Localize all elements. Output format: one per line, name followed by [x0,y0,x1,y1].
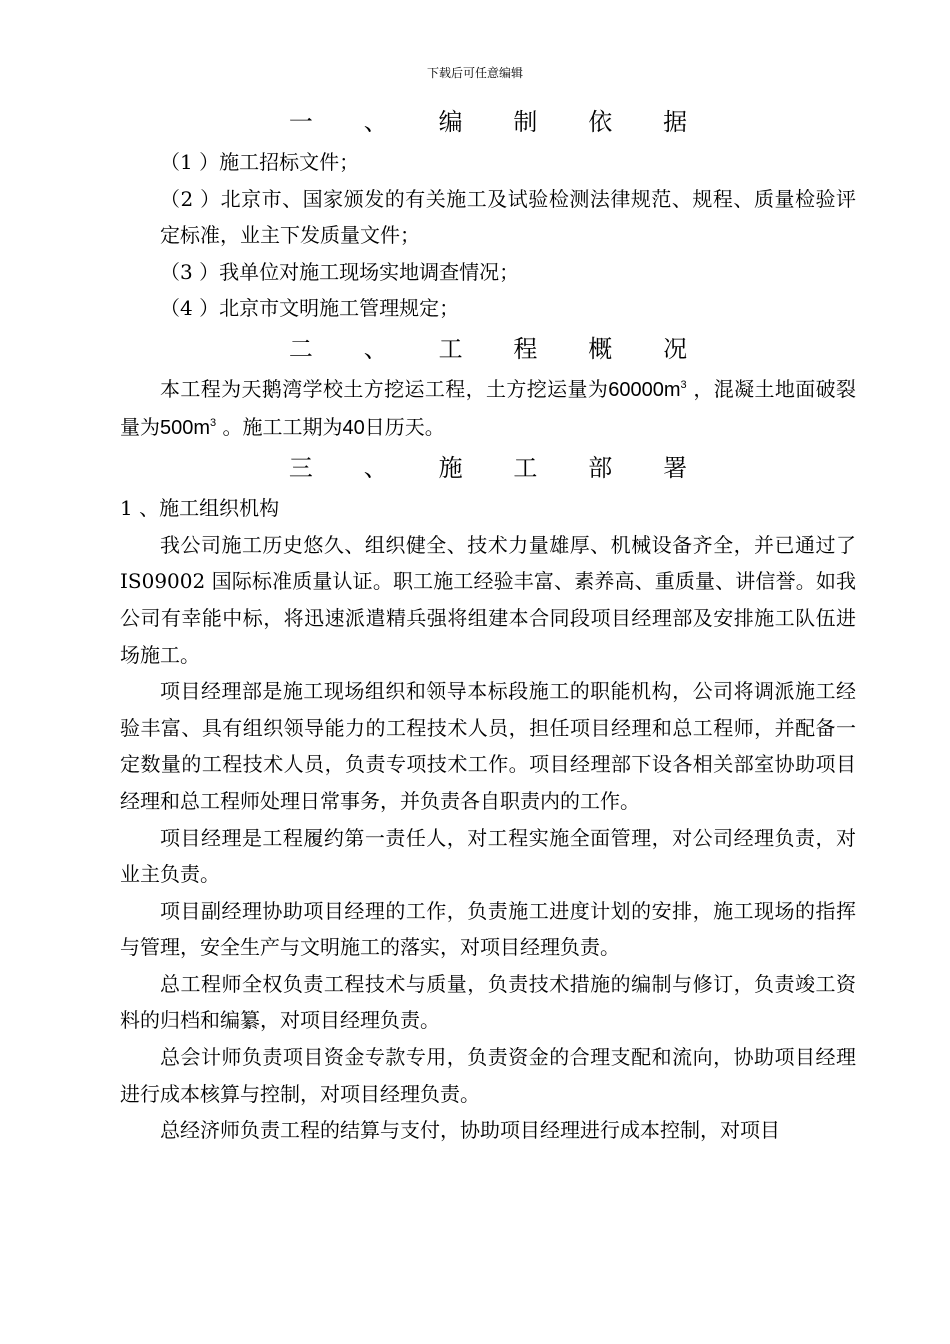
deployment-paragraph-7: 总经济师负责工程的结算与支付，协助项目经理进行成本控制，对项目 [160,1118,780,1143]
deployment-paragraph-2: 项目经理部是施工现场组织和领导本标段施工的职能机构，公司将调派施工经验丰富、具有组织领导能力的工程技术人员，担任项目经理和总工程师，并配备一定数量的工程技术人员，负责专项技术工作。项目经理部下设各相关部室协助项目经理和总工程师处理日常事务，并负责各自职责内的工作。 [120,679,856,813]
deployment-paragraph-4: 项目副经理协助项目经理的工作，负责施工进度计划的安排，施工现场的指挥与管理，安全生产与文明施工的落实，对项目经理负责。 [120,898,856,960]
basis-item-2: （2 ）北京市、国家颁发的有关施工及试验检测法律规范、规程、质量检验评定标准，业主下发质量文件； [160,186,856,248]
page-header-note: 下载后可任意编辑 [426,66,523,80]
document-body [120,100,856,1149]
basis-item-3: （3 ）我单位对施工现场实地调查情况； [160,259,520,284]
basis-item-1: （1 ）施工招标文件； [160,150,360,174]
section-title-basis: 一 、 编 制 依 据 [288,108,709,136]
section-title-overview: 二 、 工 程 概 况 [288,334,709,363]
section-title-deployment: 三 、 施 工 部 署 [288,454,709,483]
subsection-title-organization: 1 、施工组织机构 [120,496,280,521]
deployment-paragraph-5: 总工程师全权负责工程技术与质量，负责技术措施的编制与修订，负责竣工资料的归档和编纂，对项目经理负责。 [120,971,856,1033]
deployment-paragraph-1: 我公司施工历史悠久、组织健全、技术力量雄厚、机械设备齐全，并已通过了IS09002 国际标准质量认证。职工施工经验丰富、素养高、重质量、讲信誉。如我公司有幸能中标，将迅速派遣精兵强将组建本合同段项目经理部及安排施工队伍进场施工。 [120,532,856,667]
basis-item-4: （4 ）北京市文明施工管理规定； [160,296,460,321]
deployment-paragraph-6: 总会计师负责项目资金专款专用，负责资金的合理支配和流向，协助项目经理进行成本核算与控制，对项目经理负责。 [120,1045,856,1106]
deployment-paragraph-3: 项目经理是工程履约第一责任人，对工程实施全面管理，对公司经理负责，对业主负责。 [120,825,856,887]
overview-paragraph: 本工程为天鹅湾学校土方挖运工程，土方挖运量为$60000m^3$ ，混凝土地面破裂量为$500m^3$ 。施工工期为40日历天。 [120,376,857,439]
